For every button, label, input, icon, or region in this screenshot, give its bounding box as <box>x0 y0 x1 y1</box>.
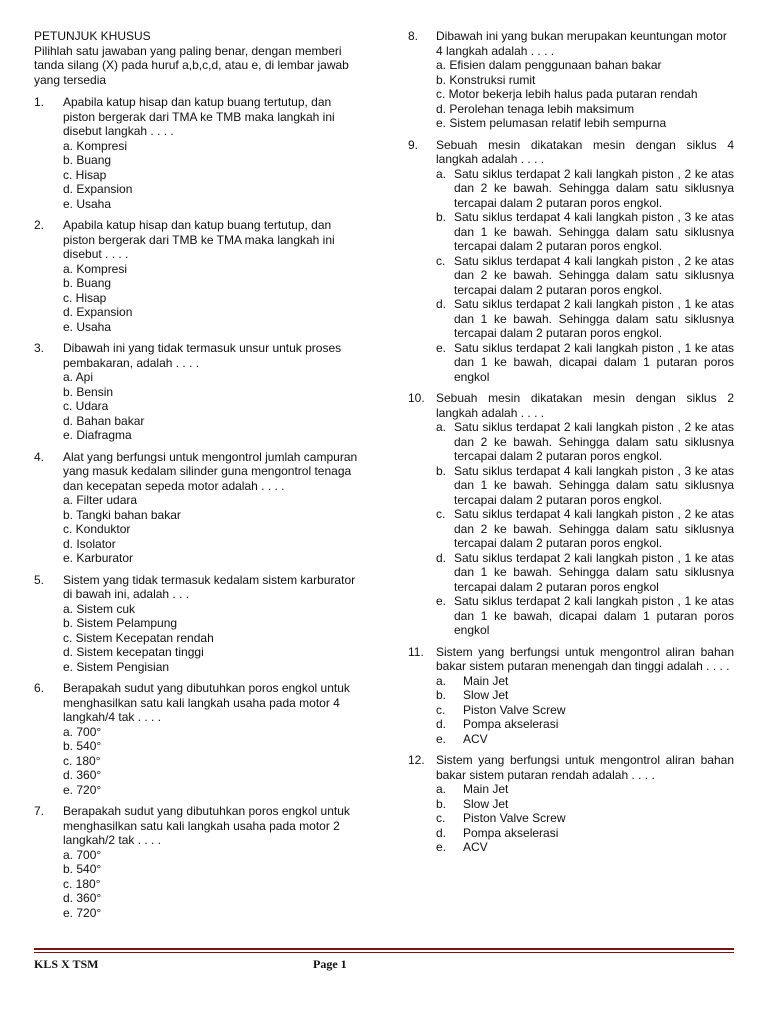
question-text: Berapakah sudut yang dibutuhkan poros engkol untuk menghasilkan satu kali langkah usaha pada motor 2 langkah/2 tak . . . . <box>63 804 350 847</box>
question-text: Sebuah mesin dikatakan mesin dengan siklus 2 langkah adalah . . . . <box>436 391 734 420</box>
option-item: b. Tangki bahan bakar <box>63 507 181 522</box>
option-item <box>436 811 734 826</box>
question-body <box>63 450 366 566</box>
option-text: Satu siklus terdapat 4 kali langkah piston , 3 ke atas dan 1 ke bawah. Sehingga dalam satu siklusnya tercapai dalam 2 putaran poros engkol. <box>454 463 734 507</box>
option-letter: c. <box>436 702 446 717</box>
footer-page-number: Page 1 <box>313 957 347 971</box>
option-item: c. 180° <box>63 876 101 891</box>
option-text: Slow Jet <box>463 688 509 702</box>
option-item: d. Expansion <box>63 182 133 196</box>
question-item <box>34 95 366 211</box>
option-item: d. Isolator <box>63 536 116 551</box>
option-letter: a. <box>436 782 447 796</box>
question-body <box>63 681 366 797</box>
option-item: c. Motor bekerja lebih halus pada putaran rendah <box>436 87 698 101</box>
question-item <box>34 681 366 797</box>
option-text: Satu siklus terdapat 4 kali langkah piston , 3 ke atas dan 1 ke bawah. Sehingga dalam satu siklusnya tercapai dalam 2 putaran poros engkol. <box>454 210 734 253</box>
option-item: e. Sistem Pengisian <box>63 659 170 674</box>
question-text: Sistem yang tidak termasuk kedalam sistem karburator di bawah ini, adalah . . . <box>63 572 356 601</box>
option-item: a. Api <box>63 370 94 384</box>
option-text: Satu siklus terdapat 4 kali langkah piston , 2 ke atas dan 2 ke bawah. Sehingga dalam satu siklusnya tercapai dalam 2 putaran poros engkol. <box>454 507 734 550</box>
option-item <box>436 254 734 298</box>
option-item <box>436 703 734 718</box>
question-item <box>408 391 734 638</box>
options-list <box>63 370 366 443</box>
instructions-title: PETUNJUK KHUSUS <box>34 29 151 43</box>
question-number: 3. <box>34 341 45 355</box>
option-item: a. Efisien dalam penggunaan bahan bakar <box>436 58 662 72</box>
option-item <box>436 210 734 254</box>
option-letter: b. <box>436 688 447 702</box>
option-text: Satu siklus terdapat 2 kali langkah piston , 2 ke atas dan 2 ke bawah. Sehingga dalam satu siklusnya tercapai dalam 2 putaran poros engkol. <box>454 166 734 210</box>
question-item <box>34 573 366 675</box>
question-text: Sistem yang berfungsi untuk mengontrol aliran bahan bakar sistem putaran menengah dan tinggi adalah . . . . <box>436 644 734 673</box>
question-item <box>408 29 734 131</box>
option-item <box>436 688 734 703</box>
option-item: e. Usaha <box>63 319 112 334</box>
question-item <box>34 218 366 334</box>
option-item: e. Diafragma <box>63 428 132 442</box>
option-item <box>436 507 734 551</box>
question-number: 11. <box>408 644 424 659</box>
option-letter: d. <box>436 297 447 311</box>
option-item: c. Sistem Kecepatan rendah <box>63 630 214 645</box>
question-text: Sistem yang berfungsi untuk mengontrol aliran bahan bakar sistem putaran rendah adalah . . . . <box>436 753 734 782</box>
option-item: d. Sistem kecepatan tinggi <box>63 645 204 659</box>
option-text: Satu siklus terdapat 2 kali langkah piston , 1 ke atas dan 1 ke bawah, dicapai dalam 1 putaran poros engkol <box>454 340 734 384</box>
option-letter: b. <box>436 210 447 224</box>
question-number: 6. <box>34 681 45 695</box>
question-item <box>34 804 366 920</box>
option-item <box>436 167 734 211</box>
option-letter: e. <box>436 594 447 608</box>
footer-rule-thin <box>34 952 734 953</box>
question-body <box>436 138 734 385</box>
options-list <box>436 58 734 131</box>
option-item: b. 540° <box>63 862 102 876</box>
option-item <box>436 297 734 341</box>
right-column <box>408 29 734 862</box>
option-item: a. 700° <box>63 847 102 862</box>
options-list <box>63 262 366 335</box>
option-text: Pompa akselerasi <box>463 717 559 731</box>
option-letter: a. <box>436 673 447 688</box>
option-item <box>436 826 734 841</box>
option-item: e. 720° <box>63 905 102 920</box>
question-text: Apabila katup hisap dan katup buang tertutup, dan piston bergerak dari TMB ke TMA maka langkah ini disebut . . . . <box>63 218 335 261</box>
option-item: c. Udara <box>63 399 109 413</box>
options-list <box>63 139 366 212</box>
instructions <box>34 29 366 87</box>
question-item <box>408 645 734 747</box>
question-number: 8. <box>408 29 419 43</box>
option-text: Satu siklus terdapat 2 kali langkah piston , 2 ke atas dan 2 ke bawah. Sehingga dalam satu siklusnya tercapai dalam 2 putaran poros engkol. <box>454 420 734 463</box>
question-number: 5. <box>34 572 45 587</box>
option-item <box>436 551 734 595</box>
option-item: d. Bahan bakar <box>63 413 145 428</box>
option-item: d. Expansion <box>63 305 133 319</box>
option-text: Pompa akselerasi <box>463 825 559 840</box>
option-text: ACV <box>463 840 488 854</box>
option-letter: c. <box>436 811 446 825</box>
question-text: Dibawah ini yang tidak termasuk unsur untuk proses pembakaran, adalah . . . . <box>63 341 342 370</box>
question-item <box>408 753 734 855</box>
option-item: c. Hisap <box>63 167 107 182</box>
question-body <box>436 29 734 131</box>
option-letter: e. <box>436 340 447 355</box>
question-body <box>63 573 366 675</box>
question-text: Berapakah sudut yang dibutuhkan poros engkol untuk menghasilkan satu kali langkah usaha pada motor 4 langkah/4 tak . . . . <box>63 681 350 724</box>
option-item: b. Sistem Pelampung <box>63 616 178 630</box>
option-text: Piston Valve Screw <box>463 811 566 825</box>
option-letter: e. <box>436 731 447 746</box>
left-column <box>34 29 366 927</box>
question-number: 1. <box>34 95 45 109</box>
option-item <box>436 732 734 747</box>
option-text: Satu siklus terdapat 2 kali langkah piston , 1 ke atas dan 1 ke bawah. Sehingga dalam satu siklusnya tercapai dalam 2 putaran poros engkol <box>454 550 734 594</box>
option-item: b. Buang <box>63 153 112 167</box>
option-item: a. Sistem cuk <box>63 601 136 616</box>
options-list <box>63 848 366 921</box>
option-text: Piston Valve Screw <box>463 702 566 717</box>
option-item: a. Filter udara <box>63 493 138 507</box>
option-letter: b. <box>436 796 447 811</box>
option-item: c. Konduktor <box>63 522 131 536</box>
question-body <box>436 753 734 855</box>
options-list <box>436 167 734 385</box>
question-text: Dibawah ini yang bukan merupakan keuntungan motor 4 langkah adalah . . . . <box>436 29 727 58</box>
option-letter: c. <box>436 507 446 521</box>
option-item <box>436 797 734 812</box>
option-item: e. Karburator <box>63 551 134 565</box>
option-letter: e. <box>436 840 447 854</box>
option-item: e. 720° <box>63 782 102 797</box>
option-item: c. 180° <box>63 753 101 768</box>
option-item <box>436 674 734 689</box>
footer-class-label: KLS X TSM <box>34 957 99 971</box>
option-item: b. Buang <box>63 276 112 290</box>
option-item: d. 360° <box>63 768 102 782</box>
question-text: Alat yang berfungsi untuk mengontrol jumlah campuran yang masuk kedalam silinder guna mengontrol tenaga dan kecepatan sepeda motor adalah . . . . <box>63 449 358 493</box>
options-list <box>63 602 366 675</box>
question-body <box>63 218 366 334</box>
question-text: Sebuah mesin dikatakan mesin dengan siklus 4 langkah adalah . . . . <box>436 137 734 166</box>
options-list <box>436 420 734 638</box>
option-letter: d. <box>436 550 447 565</box>
option-letter: a. <box>436 166 447 181</box>
option-item: b. Bensin <box>63 384 114 399</box>
option-item <box>436 594 734 638</box>
options-list <box>63 493 366 566</box>
option-item <box>436 717 734 732</box>
option-text: Satu siklus terdapat 2 kali langkah piston , 1 ke atas dan 1 ke bawah, dicapai dalam 1 putaran poros engkol <box>454 594 734 637</box>
question-body <box>436 391 734 638</box>
question-number: 12. <box>408 753 425 767</box>
option-text: Satu siklus terdapat 2 kali langkah piston , 1 ke atas dan 1 ke bawah. Sehingga dalam satu siklusnya tercapai dalam 2 putaran poros engkol. <box>454 297 734 340</box>
question-item <box>34 341 366 443</box>
options-list <box>436 782 734 855</box>
option-letter: a. <box>436 420 447 434</box>
question-body <box>63 804 366 920</box>
option-text: Satu siklus terdapat 4 kali langkah piston , 2 ke atas dan 2 ke bawah. Sehingga dalam satu siklusnya tercapai dalam 2 putaran poros engkol. <box>454 253 734 297</box>
option-item: a. Kompresi <box>63 138 128 153</box>
option-letter: d. <box>436 825 447 840</box>
option-item <box>436 782 734 797</box>
option-item: a. Kompresi <box>63 261 128 276</box>
question-text: Apabila katup hisap dan katup buang tertutup, dan piston bergerak dari TMA ke TMB maka langkah ini disebut langkah . . . . <box>63 95 335 138</box>
option-item <box>436 464 734 508</box>
option-text: ACV <box>463 731 488 746</box>
options-list <box>436 674 734 747</box>
option-item: c. Hisap <box>63 290 107 305</box>
option-letter: c. <box>436 253 446 268</box>
question-item <box>34 450 366 566</box>
question-number: 10. <box>408 391 425 405</box>
option-item <box>436 840 734 855</box>
instructions-text: Pilihlah satu jawaban yang paling benar, dengan memberi tanda silang (X) pada huruf a,b,c,d, atau e, di lembar jawab yang tersedia <box>34 43 349 87</box>
option-text: Main Jet <box>463 673 509 688</box>
option-item <box>436 341 734 385</box>
option-letter: d. <box>436 717 447 731</box>
option-item: e. Usaha <box>63 196 112 211</box>
option-text: Slow Jet <box>463 796 509 811</box>
option-item <box>436 420 734 464</box>
option-text: Main Jet <box>463 782 509 796</box>
option-item: e. Sistem pelumasan relatif lebih sempurna <box>436 116 667 130</box>
option-letter: b. <box>436 463 447 478</box>
question-body <box>436 645 734 747</box>
question-number: 7. <box>34 804 45 818</box>
question-number: 4. <box>34 449 45 464</box>
footer-rule <box>34 948 734 950</box>
question-number: 2. <box>34 218 45 232</box>
options-list <box>63 725 366 798</box>
option-item: b. Konstruksi rumit <box>436 72 536 87</box>
option-item: d. Perolehan tenaga lebih maksimum <box>436 101 635 116</box>
option-item: a. 700° <box>63 724 102 739</box>
option-item: d. 360° <box>63 891 102 905</box>
question-number: 9. <box>408 137 419 152</box>
option-item: b. 540° <box>63 739 102 753</box>
question-item <box>408 138 734 385</box>
question-body <box>63 95 366 211</box>
question-body <box>63 341 366 443</box>
